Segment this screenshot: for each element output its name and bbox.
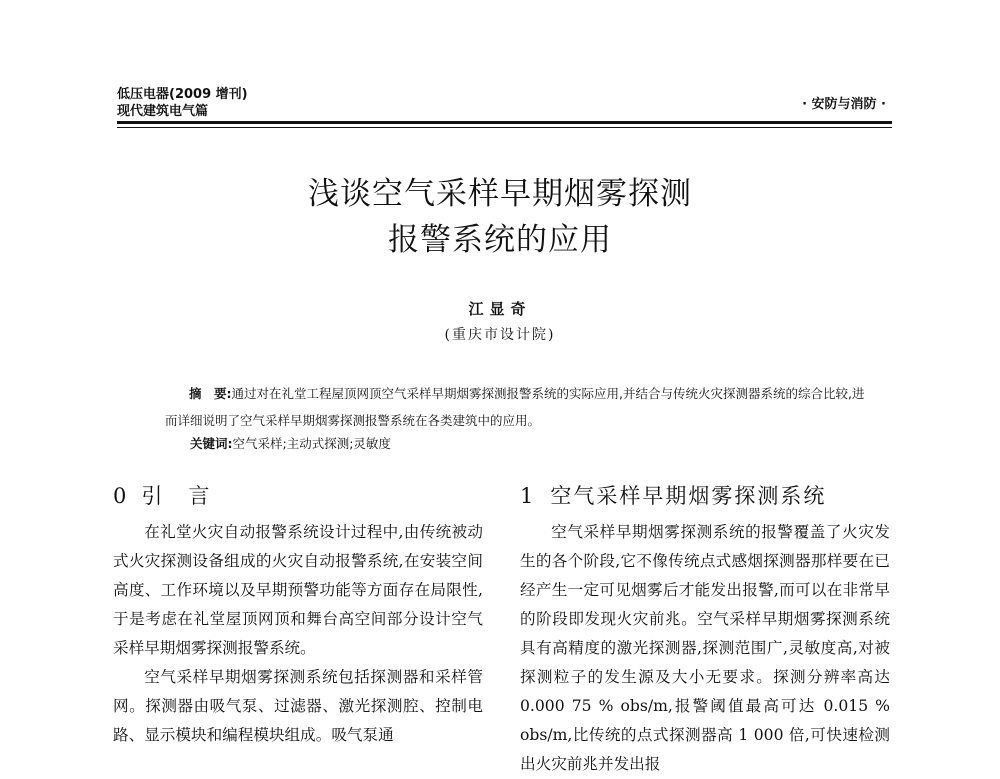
header-rule-thin (117, 127, 892, 128)
header-rule-thick (117, 121, 892, 124)
section-heading-0 (113, 480, 235, 510)
body-paragraph: 空气采样早期烟雾探测系统包括探测器和采样管网。探测器由吸气泵、过滤器、激光探测腔、控制电路、显示模块和编程模块组成。吸气泵通 (113, 668, 483, 744)
keywords-text: 空气采样;主动式探测;灵敏度 (232, 436, 391, 451)
abstract-text: 通过对在礼堂工程屋顶网顶空气采样早期烟雾探测报警系统的实际应用,并结合与传统火灾探测器系统的综合比较,进而详细说明了空气采样早期烟雾探测报警系统在各类建筑中的应用。 (165, 386, 865, 428)
section-number: 1 (520, 484, 535, 508)
author-affiliation: (重庆市设计院) (444, 327, 556, 343)
section-number: 0 (113, 484, 128, 508)
keywords-label: 关键词: (190, 436, 233, 451)
keywords (190, 434, 391, 452)
paper-title-line-2: 报警系统的应用 (388, 222, 612, 258)
section-heading-1 (520, 480, 826, 510)
body-paragraph: 空气采样早期烟雾探测系统的报警覆盖了火灾发生的各个阶段,它不像传统点式感烟探测器那样要在已经产生一定可见烟雾后才能发出报警,而可以在非常早的阶段即发现火灾前兆。空气采样早期烟雾探测系统具有高精度的激光探测器,探测范围广,灵敏度高,对被探测粒子的发生源及大小无要求。探测分辨率高达 0.000 75 % obs/m,报警阈值最高可达 0.015 % obs/m,比传统的点式探测器高 1 000 倍,可快速检测出火灾前兆并发出报 (520, 523, 890, 773)
right-column (520, 518, 890, 779)
section-title: 引言 (141, 484, 236, 508)
journal-subtitle: 现代建筑电气篇 (117, 104, 209, 119)
abstract (165, 380, 875, 434)
author-name: 江显奇 (468, 300, 532, 318)
paper-title-line-1: 浅谈空气采样早期烟雾探测 (308, 176, 692, 212)
body-paragraph: 在礼堂火灾自动报警系统设计过程中,由传统被动式火灾探测设备组成的火灾自动报警系统,在安装空间高度、工作环境以及早期预警功能等方面存在局限性,于是考虑在礼堂屋顶网顶和舞台高空间部分设计空气采样早期烟雾探测报警系统。 (113, 523, 483, 657)
abstract-label: 摘 要: (189, 386, 232, 401)
journal-header (117, 86, 248, 120)
left-column (113, 518, 483, 750)
section-tag: · 安防与消防 · (802, 97, 886, 112)
journal-name: 低压电器(2009 增刊) (117, 87, 248, 102)
section-title: 空气采样早期烟雾探测系统 (550, 484, 827, 508)
